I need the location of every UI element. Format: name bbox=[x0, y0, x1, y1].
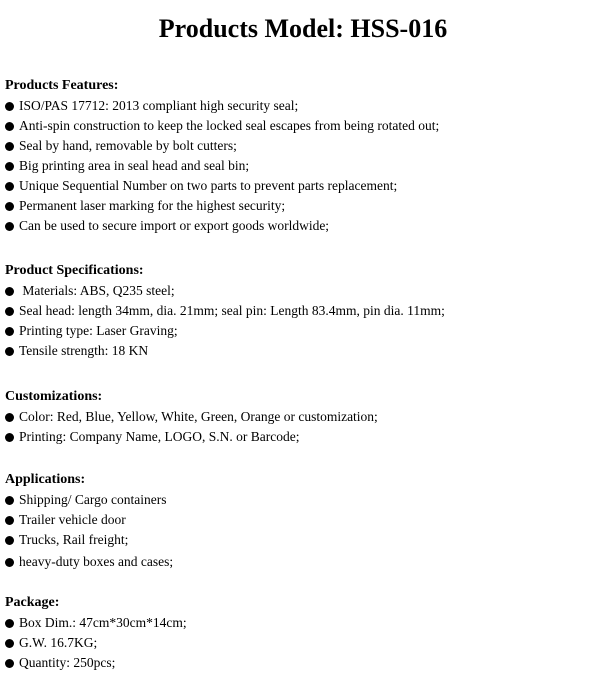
list-item-text: G.W. 16.7KG; bbox=[19, 635, 98, 650]
bullet-icon bbox=[5, 619, 14, 628]
list-item-text: Shipping/ Cargo containers bbox=[19, 492, 167, 507]
bullet-icon bbox=[5, 413, 14, 422]
list-item-text: Seal head: length 34mm, dia. 21mm; seal pin: Length 83.4mm, pin dia. 11mm; bbox=[19, 303, 445, 318]
bullet-icon bbox=[5, 222, 14, 231]
list-item-text: Printing: Company Name, LOGO, S.N. or Barcode; bbox=[19, 429, 300, 444]
list-item bbox=[5, 176, 601, 196]
list-item bbox=[5, 281, 601, 301]
bullet-icon bbox=[5, 433, 14, 442]
list-item bbox=[5, 407, 601, 427]
list-item-text: Materials: ABS, Q235 steel; bbox=[19, 283, 175, 298]
bullet-icon bbox=[5, 496, 14, 505]
bullet-icon bbox=[5, 327, 14, 336]
bullet-icon bbox=[5, 202, 14, 211]
bullet-icon bbox=[5, 347, 14, 356]
list-item-text: Permanent laser marking for the highest security; bbox=[19, 198, 286, 213]
list-item-text: Unique Sequential Number on two parts to prevent parts replacement; bbox=[19, 178, 398, 193]
list-item bbox=[5, 490, 601, 510]
list-item bbox=[5, 96, 601, 116]
list-item-text: ISO/PAS 17712: 2013 compliant high security seal; bbox=[19, 98, 299, 113]
package-list bbox=[5, 613, 601, 673]
list-item bbox=[5, 427, 601, 447]
list-item bbox=[5, 321, 601, 341]
list-item-text: Can be used to secure import or export goods worldwide; bbox=[19, 218, 330, 233]
list-item-text: Box Dim.: 47cm*30cm*14cm; bbox=[19, 615, 187, 630]
list-item-text: heavy-duty boxes and cases; bbox=[19, 554, 174, 569]
features-list bbox=[5, 96, 601, 236]
list-item-text: Anti-spin construction to keep the locked seal escapes from being rotated out; bbox=[19, 118, 440, 133]
bullet-icon bbox=[5, 162, 14, 171]
bullet-icon bbox=[5, 639, 14, 648]
specifications-list bbox=[5, 281, 601, 361]
list-item-text: Big printing area in seal head and seal bin; bbox=[19, 158, 250, 173]
list-item bbox=[5, 633, 601, 653]
list-item-text: Quantity: 250pcs; bbox=[19, 655, 116, 670]
list-item-text: Tensile strength: 18 KN bbox=[19, 343, 149, 358]
page-title: Products Model: HSS-016 bbox=[158, 14, 448, 43]
specifications-section bbox=[5, 261, 601, 361]
list-item bbox=[5, 341, 601, 361]
bullet-icon bbox=[5, 122, 14, 131]
package-heading: Package: bbox=[5, 595, 60, 610]
bullet-icon bbox=[5, 307, 14, 316]
applications-section bbox=[5, 470, 601, 572]
list-item bbox=[5, 510, 601, 530]
bullet-icon bbox=[5, 142, 14, 151]
list-item bbox=[5, 301, 601, 321]
list-item-text: Color: Red, Blue, Yellow, White, Green, Orange or customization; bbox=[19, 409, 378, 424]
customizations-section bbox=[5, 387, 601, 447]
bullet-icon bbox=[5, 516, 14, 525]
bullet-icon bbox=[5, 659, 14, 668]
list-item bbox=[5, 136, 601, 156]
list-item bbox=[5, 156, 601, 176]
customizations-heading: Customizations: bbox=[5, 389, 103, 404]
bullet-icon bbox=[5, 536, 14, 545]
bullet-icon bbox=[5, 102, 14, 111]
specifications-heading: Product Specifications: bbox=[5, 263, 144, 278]
applications-list bbox=[5, 490, 601, 572]
list-item bbox=[5, 216, 601, 236]
applications-heading: Applications: bbox=[5, 472, 86, 487]
list-item bbox=[5, 613, 601, 633]
list-item bbox=[5, 653, 601, 673]
features-heading: Products Features: bbox=[5, 78, 119, 93]
list-item bbox=[5, 196, 601, 216]
customizations-list bbox=[5, 407, 601, 447]
bullet-icon bbox=[5, 287, 14, 296]
bullet-icon bbox=[5, 182, 14, 191]
list-item bbox=[5, 530, 601, 550]
features-section bbox=[5, 76, 601, 236]
package-section bbox=[5, 593, 601, 673]
list-item bbox=[5, 116, 601, 136]
list-item-text: Printing type: Laser Graving; bbox=[19, 323, 178, 338]
bullet-icon bbox=[5, 558, 14, 567]
list-item bbox=[5, 552, 601, 572]
list-item-text: Trailer vehicle door bbox=[19, 512, 126, 527]
list-item-text: Seal by hand, removable by bolt cutters; bbox=[19, 138, 237, 153]
list-item-text: Trucks, Rail freight; bbox=[19, 532, 129, 547]
